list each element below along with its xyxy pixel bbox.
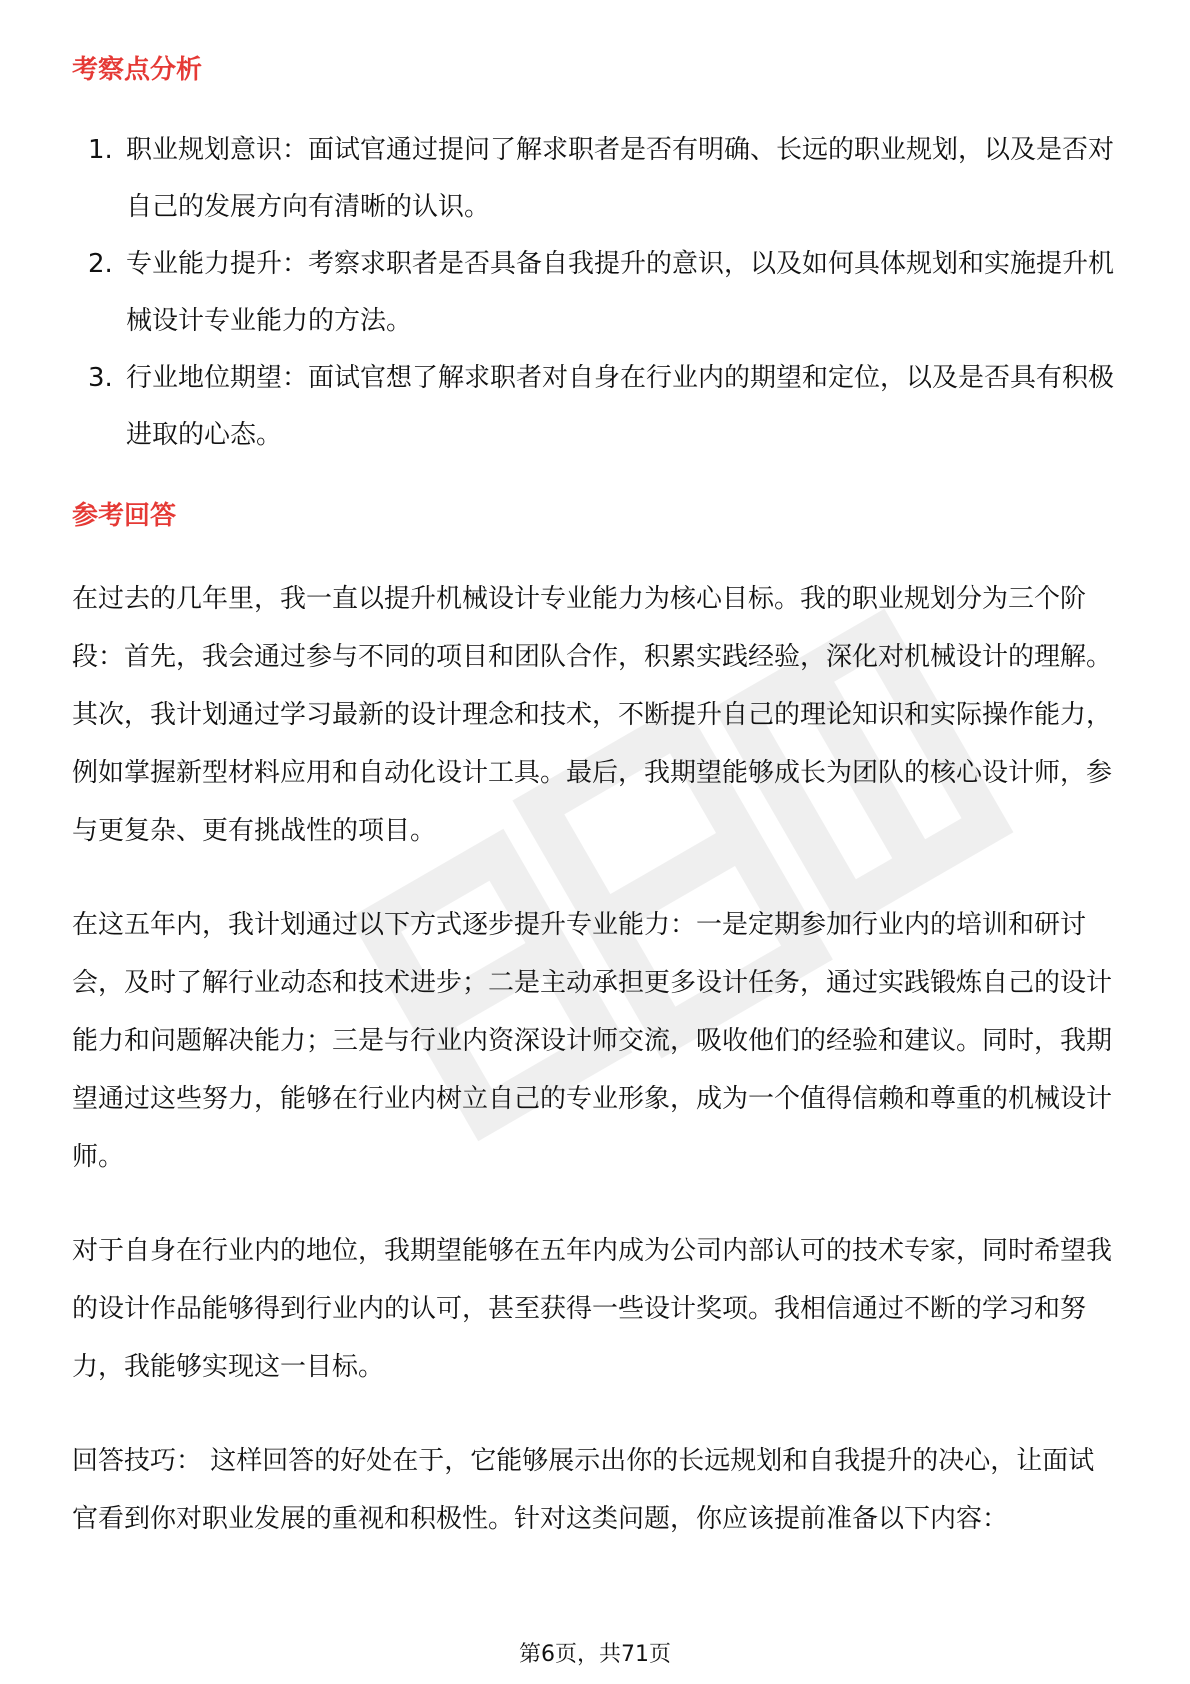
answer-paragraph: 对于自身在行业内的地位，我期望能够在五年内成为公司内部认可的技术专家，同时希望我的设计作品能够得到行业内的认可，甚至获得一些设计奖项。我相信通过不断的学习和努力，我能够实现这一目标。 [72,1236,1113,1382]
answer-paragraph: 在这五年内，我计划通过以下方式逐步提升专业能力：一是定期参加行业内的培训和研讨会，及时了解行业动态和技术进步；二是主动承担更多设计任务，通过实践锻炼自己的设计能力和问题解决能力；三是与行业内资深设计师交流，吸收他们的经验和建议。同时，我期望通过这些努力，能够在行业内树立自己的专业形象，成为一个值得信赖和尊重的机械设计师。 [72,910,1113,1172]
answer-paragraph: 在过去的几年里，我一直以提升机械设计专业能力为核心目标。我的职业规划分为三个阶段：首先，我会通过参与不同的项目和团队合作，积累实践经验，深化对机械设计的理解。其次，我计划通过学习最新的设计理念和技术，不断提升自己的理论知识和实际操作能力，例如掌握新型材料应用和自动化设计工具。最后，我期望能够成长为团队的核心设计师，参与更复杂、更有挑战性的项目。 [72,584,1113,846]
list-item [72,236,1118,350]
list-item-text: 专业能力提升：考察求职者是否具备自我提升的意识，以及如何具体规划和实施提升机械设计专业能力的方法。 [126,249,1115,336]
answer-tips-paragraph: 回答技巧： 这样回答的好处在于，它能够展示出你的长远规划和自我提升的决心，让面试官看到你对职业发展的重视和积极性。针对这类问题，你应该提前准备以下内容： [72,1446,1095,1534]
analysis-heading: 考察点分析 [72,55,203,85]
list-item-text: 职业规划意识：面试官通过提问了解求职者是否有明确、长远的职业规划，以及是否对自己的发展方向有清晰的认识。 [126,135,1115,222]
analysis-list [72,122,1118,464]
answer-heading: 参考回答 [72,501,177,531]
page-number: 第6页，共71页 [519,1642,671,1667]
list-item-text: 行业地位期望：面试官想了解求职者对自身在行业内的期望和定位，以及是否具有积极进取的心态。 [126,363,1115,450]
list-item-number: 3. [88,363,113,393]
list-item [72,350,1118,464]
list-item-number: 1. [88,135,113,165]
list-item [72,122,1118,236]
document-page [72,48,1118,1548]
list-item-number: 2. [88,249,113,279]
